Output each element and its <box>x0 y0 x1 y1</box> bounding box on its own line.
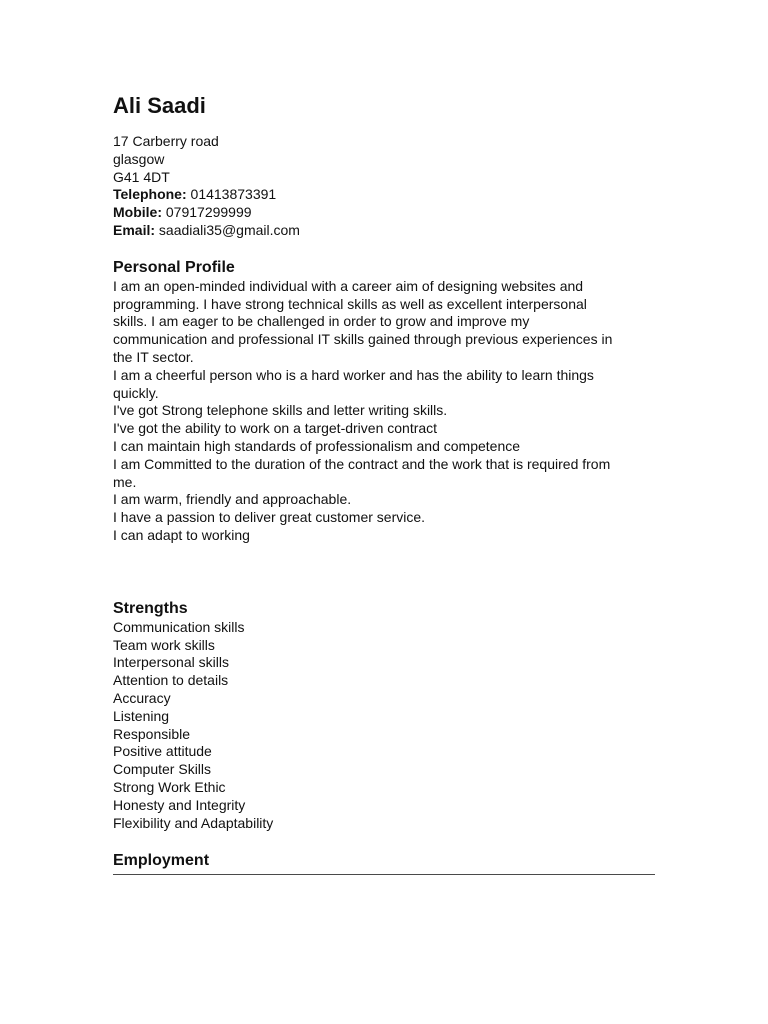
mobile-label: Mobile: <box>113 204 162 221</box>
profile-line: I have a passion to deliver great customer service. <box>113 509 426 526</box>
profile-line: quickly. <box>113 384 159 401</box>
strength-item: Responsible <box>113 725 191 742</box>
mobile-value: 07917299999 <box>165 204 252 221</box>
strength-item: Computer Skills <box>113 761 212 778</box>
candidate-name: Ali Saadi <box>113 93 206 118</box>
email-line <box>113 222 655 240</box>
strength-item: Listening <box>113 707 170 724</box>
strength-item: Team work skills <box>113 636 215 653</box>
personal-profile-body <box>113 278 655 545</box>
profile-line: I can adapt to working <box>113 526 250 543</box>
profile-line: I've got the ability to work on a target-driven contract <box>113 420 438 437</box>
strength-item: Honesty and Integrity <box>113 796 246 813</box>
profile-line: programming. I have strong technical skills as well as excellent interpersonal <box>113 295 587 312</box>
strength-item: Positive attitude <box>113 743 212 760</box>
strength-item: Communication skills <box>113 618 245 635</box>
employment-heading: Employment <box>113 852 210 870</box>
contact-block <box>113 133 655 240</box>
profile-line: I am a cheerful person who is a hard worker and has the ability to learn things <box>113 366 594 383</box>
profile-line: the IT sector. <box>113 348 194 365</box>
personal-profile-heading: Personal Profile <box>113 258 235 276</box>
profile-line: I am an open-minded individual with a career aim of designing websites and <box>113 277 584 294</box>
strengths-heading: Strengths <box>113 599 188 617</box>
telephone-line <box>113 186 655 204</box>
mobile-line <box>113 204 655 222</box>
telephone-label: Telephone: <box>113 186 187 203</box>
email-value: saadiali35@gmail.com <box>158 221 300 238</box>
strength-item: Flexibility and Adaptability <box>113 814 274 831</box>
profile-line: I've got Strong telephone skills and letter writing skills. <box>113 402 448 419</box>
strength-item: Attention to details <box>113 672 229 689</box>
section-divider <box>113 874 655 875</box>
profile-line: I am warm, friendly and approachable. <box>113 491 352 508</box>
profile-line: me. <box>113 473 137 490</box>
email-label: Email: <box>113 221 156 238</box>
address-line: G41 4DT <box>113 168 170 185</box>
profile-line: communication and professional IT skills gained through previous experiences in <box>113 331 613 348</box>
strength-item: Strong Work Ethic <box>113 778 226 795</box>
telephone-value: 01413873391 <box>190 186 277 203</box>
profile-line: I am Committed to the duration of the contract and the work that is required from <box>113 455 611 472</box>
profile-line: skills. I am eager to be challenged in order to grow and improve my <box>113 313 530 330</box>
address-line: 17 Carberry road <box>113 133 219 149</box>
strengths-list <box>113 619 655 833</box>
cv-document <box>113 92 655 875</box>
address-line: glasgow <box>113 150 165 167</box>
strength-item: Accuracy <box>113 689 171 706</box>
strength-item: Interpersonal skills <box>113 654 229 671</box>
profile-line: I can maintain high standards of professionalism and competence <box>113 437 521 454</box>
